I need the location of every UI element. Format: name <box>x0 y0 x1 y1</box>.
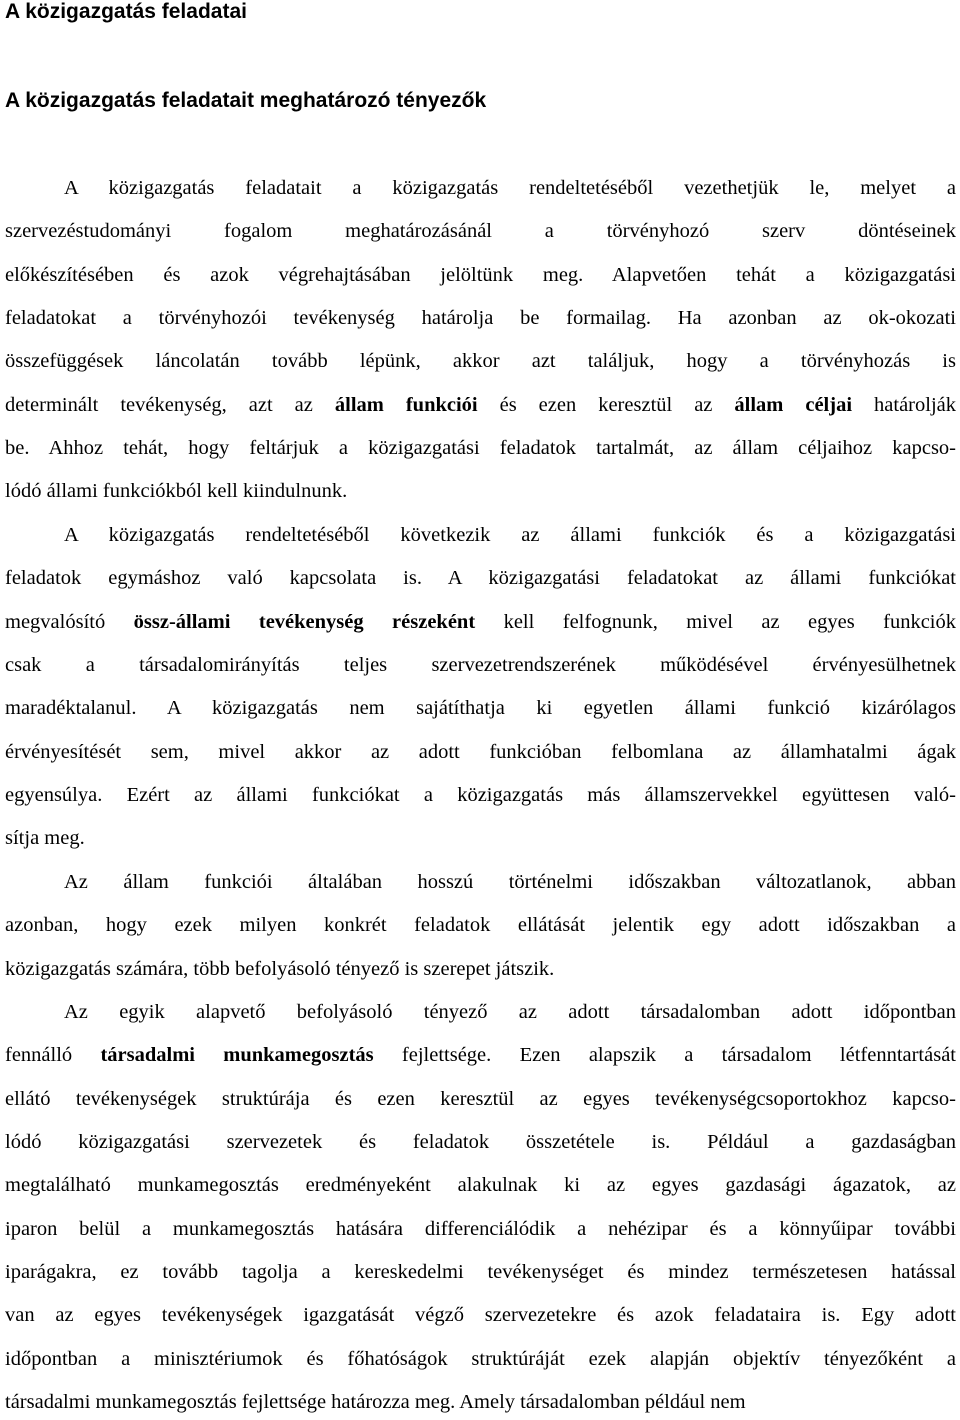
text-run: társadalmi munkamegosztás fejlettsége határozza meg. Amely társadalomban például nem <box>5 1391 746 1413</box>
text-line <box>5 1087 956 1111</box>
text-run: lódó állami funkciókból kell kiindulnunk. <box>5 480 348 502</box>
text-run: iparágakra, ez tovább tagolja a kereskedelmi tevékenységet és mindez természetesen hatással <box>5 1261 956 1283</box>
text-run: fennálló <box>5 1044 101 1066</box>
text-run: időpontban a minisztériumok és főhatóságok struktúráját ezek alapján objektív tényezőként a <box>5 1348 956 1370</box>
text-line <box>5 1260 956 1284</box>
text-run: determinált tevékenység, azt az <box>5 394 335 416</box>
text-run: határolják <box>852 394 956 416</box>
text-line <box>5 740 956 764</box>
text-run: feladatokat a törvényhozói tevékenység határolja be formailag. Ha azonban az ok-okozati <box>5 307 956 329</box>
text-line <box>5 913 956 937</box>
text-line <box>5 479 956 503</box>
text-line <box>5 1303 956 1327</box>
text-line <box>5 393 956 417</box>
document-title: A közigazgatás feladatai <box>5 0 247 23</box>
text-run: maradéktalanul. A közigazgatás nem sajátíthatja ki egyetlen állami funkció kizárólagos <box>5 697 956 719</box>
text-run: összefüggések láncolatán tovább lépünk, akkor azt találjuk, hogy a törvényhozás is <box>5 350 956 372</box>
text-line <box>5 436 956 460</box>
text-run: és ezen keresztül az <box>477 394 735 416</box>
section-heading: A közigazgatás feladatait meghatározó tényezők <box>5 89 487 112</box>
text-run: közigazgatás számára, több befolyásoló tényező is szerepet játszik. <box>5 958 555 980</box>
text-run: azonban, hogy ezek milyen konkrét feladatok ellátását jelentik egy adott időszakban a <box>5 914 956 936</box>
text-run: ellátó tevékenységek struktúrája és ezen keresztül az egyes tevékenységcsoportokhoz kapcso- <box>5 1088 956 1110</box>
text-line <box>64 1000 956 1024</box>
text-run: egyensúlya. Ezért az állami funkciókat a közigazgatás más államszervekkel együttesen való- <box>5 784 956 806</box>
text-line <box>5 1173 956 1197</box>
text-run: Az állam funkciói általában hosszú történelmi időszakban változatlanok, abban <box>64 871 956 893</box>
text-line <box>64 176 956 200</box>
text-line <box>64 523 956 547</box>
text-line <box>5 263 956 287</box>
text-line <box>5 957 956 981</box>
text-run: lódó közigazgatási szervezetek és feladatok összetétele is. Például a gazdaságban <box>5 1131 956 1153</box>
text-run: van az egyes tevékenységek igazgatását végző szervezetekre és azok feladataira is. Egy adott <box>5 1304 956 1326</box>
text-run: A közigazgatás rendeltetéséből következik az állami funkciók és a közigazgatási <box>64 524 956 546</box>
text-line <box>5 306 956 330</box>
text-line <box>5 219 956 243</box>
text-line <box>5 826 956 850</box>
text-line <box>5 783 956 807</box>
bold-term: állam céljai <box>734 394 853 416</box>
text-line <box>5 1390 956 1414</box>
text-line <box>5 1130 956 1154</box>
bold-term: össz-állami tevékenység részeként <box>133 611 476 633</box>
text-run: szervezéstudományi fogalom meghatározásánál a törvényhozó szerv döntéseinek <box>5 220 956 242</box>
bold-term: társadalmi munkamegosztás <box>100 1044 374 1066</box>
text-line <box>5 653 956 677</box>
text-line <box>5 1347 956 1371</box>
text-run: sítja meg. <box>5 827 85 849</box>
text-line <box>5 1043 956 1067</box>
text-line <box>64 870 956 894</box>
text-run: fejlettsége. Ezen alapszik a társadalom létfenntartását <box>373 1044 957 1066</box>
text-run: iparon belül a munkamegosztás hatására differenciálódik a nehézipar és a könnyűipar további <box>5 1218 956 1240</box>
text-line <box>5 1217 956 1241</box>
text-run: előkészítésében és azok végrehajtásában jelöltünk meg. Alapvetően tehát a közigazgatási <box>5 264 956 286</box>
text-run: Az egyik alapvető befolyásoló tényező az adott társadalomban adott időpontban <box>64 1001 956 1023</box>
text-run: megvalósító <box>5 611 134 633</box>
text-line <box>5 610 956 634</box>
text-run: be. Ahhoz tehát, hogy feltárjuk a közigazgatási feladatok tartalmát, az állam céljaihoz kapcso- <box>5 437 956 459</box>
text-line <box>5 696 956 720</box>
text-run: feladatok egymáshoz való kapcsolata is. A közigazgatási feladatokat az állami funkciókat <box>5 567 956 589</box>
text-line <box>5 349 956 373</box>
text-line <box>5 566 956 590</box>
text-run: csak a társadalomirányítás teljes szervezetrendszerének működésével érvényesülhetnek <box>5 654 956 676</box>
text-run: A közigazgatás feladatait a közigazgatás rendeltetéséből vezethetjük le, melyet a <box>64 177 956 199</box>
text-run: megtalálható munkamegosztás eredményeként alakulnak ki az egyes gazdasági ágazatok, az <box>5 1174 956 1196</box>
bold-term: állam funkciói <box>334 394 478 416</box>
text-run: kell felfognunk, mivel az egyes funkciók <box>475 611 956 633</box>
text-run: érvényesítését sem, mivel akkor az adott funkcióban felbomlana az államhatalmi ágak <box>5 741 956 763</box>
